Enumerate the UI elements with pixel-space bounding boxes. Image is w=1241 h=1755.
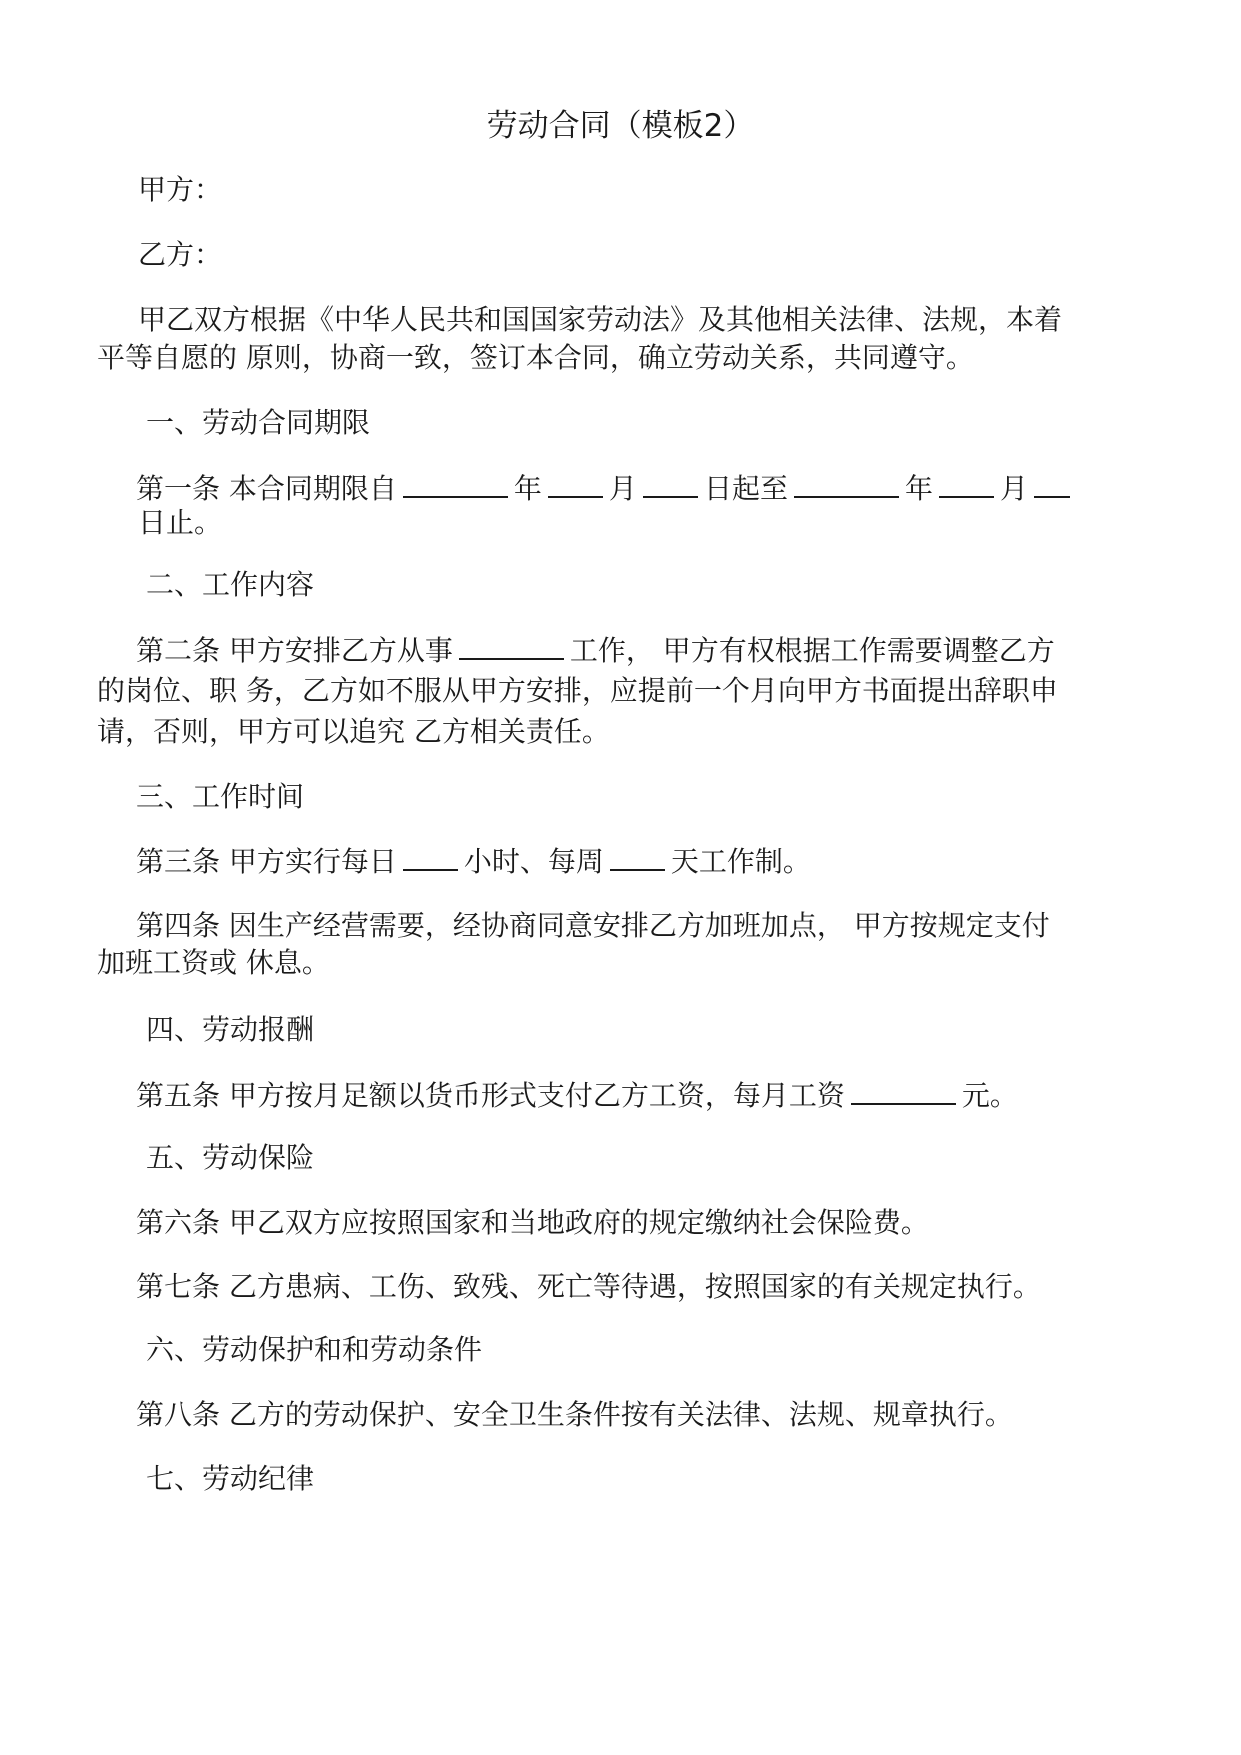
blank-end-month: [939, 470, 994, 498]
article-3-lead: 第三条 甲方实行每日: [136, 845, 397, 878]
article-1-line-1: [136, 470, 1076, 507]
article-1-lead: 第一条 本合同期限自: [136, 472, 397, 505]
blank-monthly-salary: [851, 1077, 956, 1105]
article-6: 第六条 甲乙双方应按照国家和当地政府的规定缴纳社会保险费。: [136, 1206, 929, 1239]
article-2-line-3: 请，否则，甲方可以追究 乙方相关责任。: [97, 715, 610, 748]
article-2-line-2: 的岗位、职 务，乙方如不服从甲方安排，应提前一个月向甲方书面提出辞职申: [97, 674, 1058, 707]
section-heading-6: 六、劳动保护和和劳动条件: [146, 1333, 483, 1366]
preamble-line-2: 平等自愿的 原则，协商一致，签订本合同，确立劳动关系，共同遵守。: [97, 341, 974, 374]
article-5-end: 元。: [961, 1079, 1018, 1112]
section-heading-7: 七、劳动纪律: [146, 1462, 315, 1495]
article-1-day-from: 日起至: [703, 472, 788, 505]
article-3: [136, 843, 811, 880]
preamble-line-1: 甲乙双方根据《中华人民共和国国家劳动法》及其他相关法律、法规，本着: [138, 303, 1063, 336]
section-heading-3: 三、工作时间: [136, 780, 305, 813]
article-3-mid: 小时、每周: [463, 845, 604, 878]
party-b-label: 乙方：: [138, 238, 223, 271]
blank-job-title: [459, 632, 564, 660]
article-2-line-1: [136, 632, 1055, 669]
blank-start-year: [403, 470, 508, 498]
article-1-month-2: 月: [999, 472, 1028, 505]
section-heading-2: 二、工作内容: [146, 568, 315, 601]
blank-start-day: [643, 470, 698, 498]
section-heading-4: 四、劳动报酬: [146, 1013, 315, 1046]
party-a-label: 甲方：: [138, 173, 223, 206]
blank-end-day: [1034, 470, 1070, 498]
article-1-line-2: 日止。: [138, 506, 223, 539]
article-2-after: 工作， 甲方有权根据工作需要调整乙方: [569, 634, 1055, 667]
blank-start-month: [548, 470, 603, 498]
blank-end-year: [794, 470, 899, 498]
article-5: [136, 1077, 1018, 1114]
document-title: 劳动合同（模板2）: [486, 108, 755, 144]
article-4-line-2: 加班工资或 休息。: [97, 946, 330, 979]
article-8: 第八条 乙方的劳动保护、安全卫生条件按有关法律、法规、规章执行。: [136, 1398, 1013, 1431]
section-heading-5: 五、劳动保险: [146, 1141, 315, 1174]
article-5-lead: 第五条 甲方按月足额以货币形式支付乙方工资，每月工资: [136, 1079, 845, 1112]
blank-hours-per-day: [403, 843, 458, 871]
section-heading-1: 一、劳动合同期限: [146, 406, 371, 439]
article-1-month: 月: [608, 472, 637, 505]
article-1-year-2: 年: [904, 472, 933, 505]
article-3-end: 天工作制。: [670, 845, 811, 878]
article-1-year: 年: [513, 472, 542, 505]
blank-days-per-week: [610, 843, 665, 871]
article-2-lead: 第二条 甲方安排乙方从事: [136, 634, 453, 667]
article-7: 第七条 乙方患病、工伤、致残、死亡等待遇，按照国家的有关规定执行。: [136, 1270, 1041, 1303]
article-4-line-1: 第四条 因生产经营需要，经协商同意安排乙方加班加点， 甲方按规定支付: [136, 909, 1050, 942]
